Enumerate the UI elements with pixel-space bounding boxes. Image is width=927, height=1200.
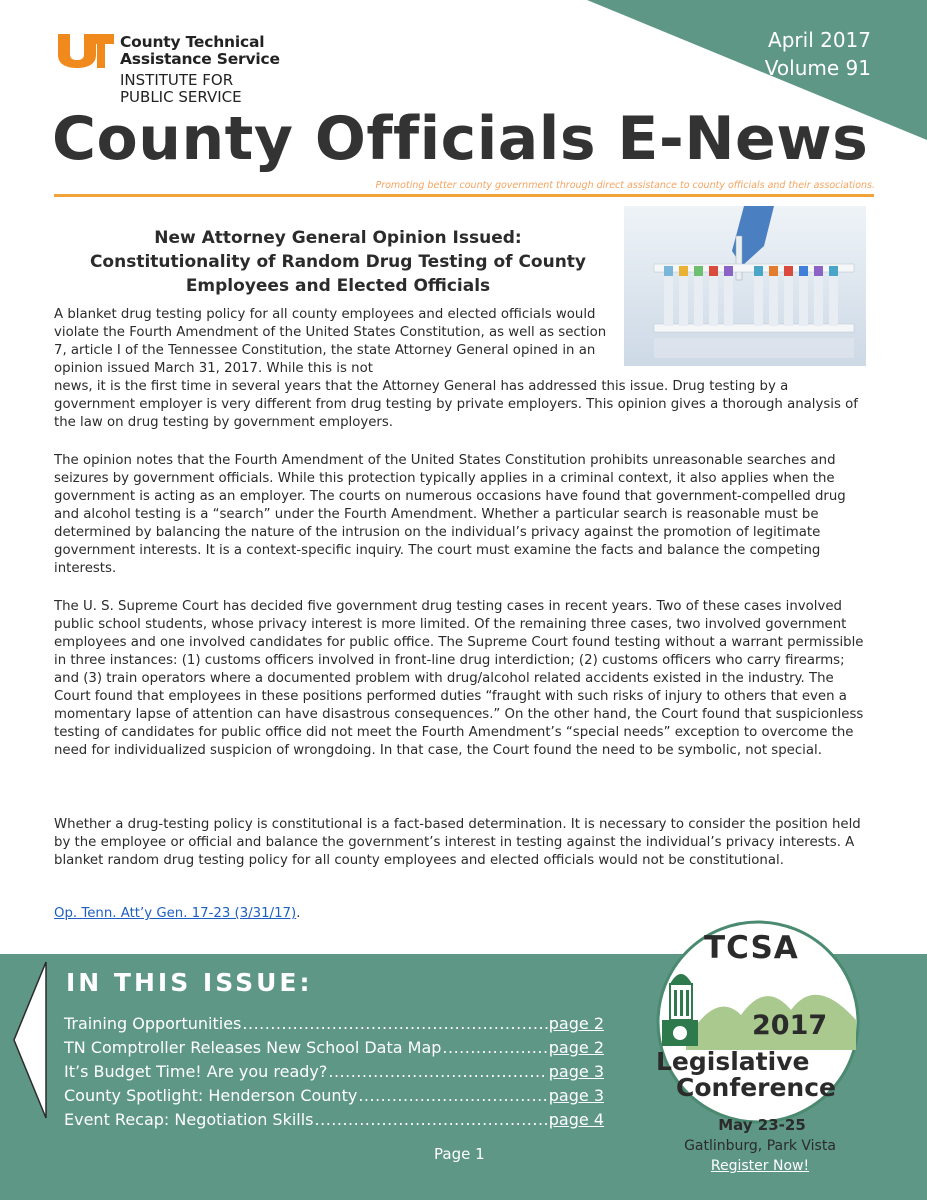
article-paragraph: The opinion notes that the Fourth Amendment of the United States Constitution prohibits unreasonable searches and seizures by government officials. While this protection typically applies in a criminal context, it also applies when the government is acting as an employer. The courts on numerous occasions have found that government-compelled drug and alcohol testing is a “search” under the Fourth Amendment. Whether a particular search is reasonable must be determined by balancing the nature of the intrusion on the individual’s privacy against the promotion of legitimate government interests. It is a context-specific inquiry. The court must examine the facts and balance the competing interests. xyxy=(54,453,846,576)
toc-item-leader xyxy=(328,1060,547,1084)
badge-conference-line2: Conference xyxy=(676,1073,837,1102)
toc-title: IN THIS ISSUE: xyxy=(66,968,313,997)
toc-list xyxy=(64,1012,604,1132)
article-headline: New Attorney General Opinion Issued: Constitutionality of Random Drug Testing of County Employees and Elected Officials xyxy=(89,228,587,296)
toc-item-page-link[interactable]: page 3 xyxy=(548,1086,604,1105)
page-number: Page 1 xyxy=(434,1145,485,1163)
citation-link[interactable]: Op. Tenn. Att’y Gen. 17-23 (3/31/17) xyxy=(54,906,297,921)
lab-test-tubes-image xyxy=(624,206,866,366)
toc-item-label: TN Comptroller Releases New School Data Map xyxy=(64,1038,442,1057)
article-paragraph: Whether a drug-testing policy is constitutional is a fact-based determination. It is necessary to consider the position held by the employee or official and balance the government’s interest in testing against the individual’s privacy interests. A blanket random drug testing policy for all county employees and elected officials would not be constitutional. xyxy=(54,817,861,868)
toc-item-page-link[interactable]: page 3 xyxy=(548,1062,604,1081)
toc-item-leader xyxy=(358,1084,547,1108)
article-paragraph: A blanket drug testing policy for all county employees and elected officials would violate the Fourth Amendment of the United States Constitution, as well as section 7, article I of the Tennessee Constitution, the state Attorney General opined in an opinion issued March 31, 2017. While this is not xyxy=(54,307,607,376)
institute-name: INSTITUTE FOR PUBLIC SERVICE xyxy=(120,71,242,106)
toc-item[interactable] xyxy=(64,1036,604,1060)
ut-logo-icon xyxy=(58,34,114,68)
toc-item[interactable] xyxy=(64,1012,604,1036)
org-name: County Technical Assistance Service xyxy=(120,33,280,68)
toc-item-label: It’s Budget Time! Are you ready? xyxy=(64,1062,328,1081)
toc-item-leader xyxy=(315,1108,548,1132)
toc-item-page-link[interactable]: page 2 xyxy=(548,1038,604,1057)
masthead-title: County Officials E-News xyxy=(52,104,869,174)
toc-item-label: Training Opportunities xyxy=(64,1014,242,1033)
article-paragraph: The U. S. Supreme Court has decided five government drug testing cases in recent years. Two of these cases involved public school students, whose privacy interest is more limited. Of the remaining three cases, two involved government employees and one involved candidates for public office. The Supreme Court found testing without a warrant permissible in three instances: (1) customs officers involved in front-line drug interdiction; (2) customs officers who carry firearms; and (3) train operators where a documented problem with drug/alcohol related accidents existed in the industry. The Court found that employees in these positions performed duties “fraught with such risks of injury to others that even a momentary lapse of attention can have disastrous consequences.” On the other hand, the Court found that suspicionless testing of candidates for public office did not meet the Fourth Amendment’s “special needs” exception to overcome the need for individualized suspicion of wrongdoing. In that case, the Court found the need to be symbolic, not special. xyxy=(54,599,864,758)
badge-dates: May 23-25 xyxy=(718,1116,806,1134)
toc-item-leader xyxy=(242,1012,547,1036)
toc-item-page-link[interactable]: page 2 xyxy=(548,1014,604,1033)
citation-period: . xyxy=(296,906,301,921)
issue-date: April 2017 Volume 91 xyxy=(764,28,871,80)
register-now-link[interactable]: Register Now! xyxy=(710,1158,810,1174)
header-divider xyxy=(54,194,874,197)
toc-item[interactable] xyxy=(64,1108,604,1132)
toc-item-page-link[interactable]: page 4 xyxy=(548,1110,604,1129)
chevron-left-icon[interactable] xyxy=(10,960,50,1120)
toc-item-label: County Spotlight: Henderson County xyxy=(64,1086,358,1105)
toc-item[interactable] xyxy=(64,1060,604,1084)
toc-item-leader xyxy=(442,1036,547,1060)
badge-year: 2017 xyxy=(752,1010,828,1041)
tagline: Promoting better county government through direct assistance to county officials and their associations. xyxy=(375,180,875,191)
badge-title: TCSA xyxy=(704,930,799,966)
toc-item-label: Event Recap: Negotiation Skills xyxy=(64,1110,314,1129)
toc-item[interactable] xyxy=(64,1084,604,1108)
article-paragraph: news, it is the first time in several years that the Attorney General has addressed this issue. Drug testing by a government employer is very different from drug testing by private employers. This opinion gives a thorough analysis of the law on drug testing by government employers. xyxy=(54,379,858,430)
badge-conference-line1: Legislative xyxy=(656,1047,810,1076)
badge-venue: Gatlinburg, Park Vista xyxy=(684,1138,836,1154)
citation xyxy=(54,906,300,921)
